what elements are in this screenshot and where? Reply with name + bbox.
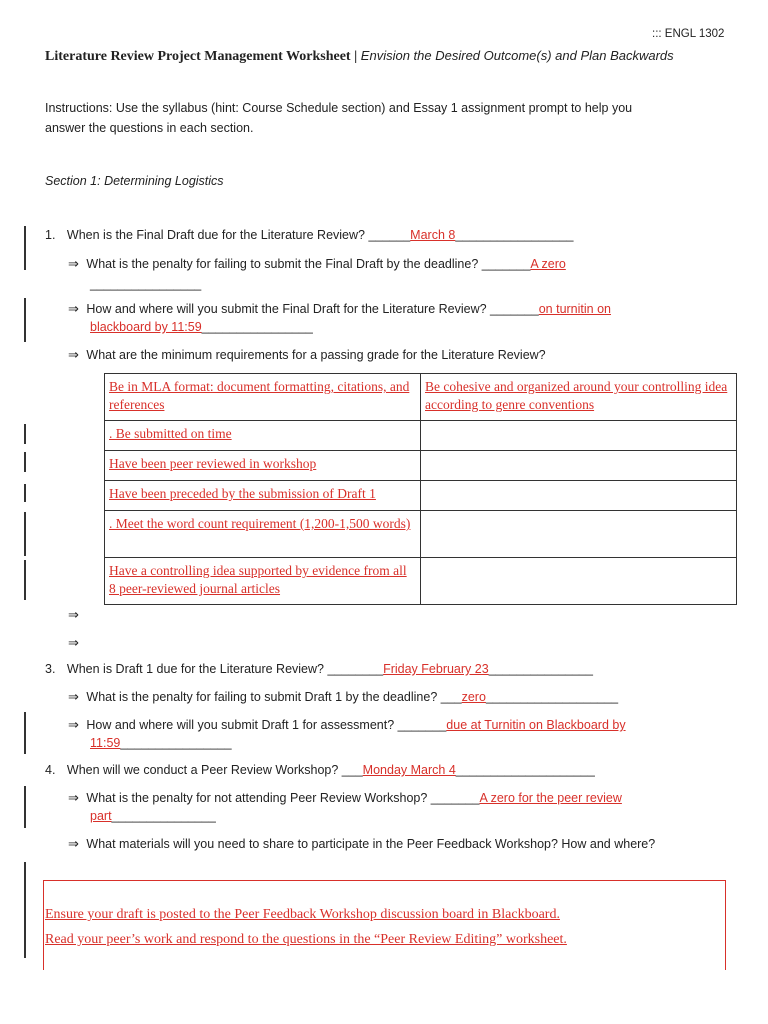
sub-question-1a [68, 256, 566, 272]
sub-question-1c [68, 347, 546, 363]
answer-continuation [90, 736, 232, 750]
answer-box-line-1: Ensure your draft is posted to the Peer Feedback Workshop discussion board in Blackboard. [45, 907, 560, 922]
table-row [105, 451, 737, 481]
sub-question-4a [68, 790, 622, 806]
answer-text[interactable]: blackboard by 11:59 [90, 320, 202, 334]
table-cell[interactable] [421, 481, 737, 511]
margin-bar [24, 786, 26, 828]
margin-bar [24, 298, 26, 342]
table-cell[interactable]: Be cohesive and organized around your controlling idea according to genre conventions [421, 374, 737, 421]
question-text: What materials will you need to share to participate in the Peer Feedback Workshop? How and where? [86, 837, 656, 851]
margin-bar [24, 560, 26, 600]
answer-blank: ___________________ [485, 690, 619, 704]
answer-text[interactable]: Monday March 4 [362, 763, 456, 777]
question-text: When is Draft 1 due for the Literature Review? ________ [66, 662, 384, 676]
answer-continuation [90, 809, 216, 823]
arrow-icon: ⇒ [68, 689, 79, 704]
question-text: What are the minimum requirements for a passing grade for the Literature Review? [86, 348, 546, 362]
table-row [105, 481, 737, 511]
margin-bar [24, 424, 26, 444]
arrow-icon: ⇒ [68, 836, 79, 851]
table-row [105, 558, 737, 605]
arrow-icon: ⇒ [68, 607, 79, 622]
question-number: 4. [45, 763, 56, 777]
answer-continuation [90, 320, 313, 334]
answer-text[interactable]: A zero [530, 257, 566, 271]
question-4 [45, 763, 595, 777]
margin-bar [24, 512, 26, 556]
question-number: 3. [45, 662, 56, 676]
answer-text[interactable]: part [90, 809, 112, 823]
table-cell[interactable]: Have a controlling idea supported by evidence from all 8 peer-reviewed journal articles [105, 558, 421, 605]
margin-bar [24, 862, 26, 958]
table-cell[interactable]: Have been peer reviewed in workshop [105, 451, 421, 481]
table-cell[interactable]: Have been preceded by the submission of Draft 1 [105, 481, 421, 511]
margin-bar [24, 226, 26, 270]
instructions-line-2: answer the questions in each section. [45, 121, 254, 135]
table-cell[interactable] [421, 421, 737, 451]
margin-bar [24, 712, 26, 754]
table-cell[interactable]: . Meet the word count requirement (1,200-1,500 words) [105, 511, 421, 558]
arrow-icon: ⇒ [68, 790, 79, 805]
answer-blank: _______________ [111, 809, 216, 823]
title-italic: Envision the Desired Outcome(s) and Plan Backwards [360, 48, 674, 63]
table-cell[interactable] [421, 451, 737, 481]
answer-blank: _______________ [488, 662, 593, 676]
margin-bar [24, 452, 26, 472]
table-cell[interactable] [421, 558, 737, 605]
question-text: What is the penalty for failing to submit Draft 1 by the deadline? ___ [86, 690, 462, 704]
answer-text[interactable]: due at Turnitin on Blackboard by [446, 718, 626, 732]
arrow-icon: ⇒ [68, 717, 79, 732]
answer-text[interactable]: A zero for the peer review [479, 791, 622, 805]
answer-box[interactable] [43, 880, 726, 970]
sub-question-1b [68, 301, 611, 317]
table-row [105, 511, 737, 558]
question-text: What is the penalty for not attending Peer Review Workshop? _______ [86, 791, 480, 805]
answer-text[interactable]: 11:59 [90, 736, 121, 750]
arrow-icon: ⇒ [68, 347, 79, 362]
answer-box-line-2: Read your peer’s work and respond to the questions in the “Peer Review Editing” worksheet. [45, 932, 567, 947]
answer-blank: ____________________ [455, 763, 595, 777]
arrow-icon: ⇒ [68, 256, 79, 271]
arrow-icon: ⇒ [68, 301, 79, 316]
answer-text[interactable]: Friday February 23 [383, 662, 489, 676]
question-text: How and where will you submit the Final Draft for the Literature Review? _______ [86, 302, 539, 316]
sub-question-3a [68, 689, 618, 705]
table-row [105, 421, 737, 451]
answer-blank: ________________ [120, 736, 232, 750]
question-number: 1. [45, 228, 56, 242]
question-1 [45, 228, 574, 242]
table-cell[interactable]: . Be submitted on time [105, 421, 421, 451]
answer-text[interactable]: March 8 [410, 228, 456, 242]
table-row [105, 374, 737, 421]
question-3 [45, 662, 593, 676]
question-text: When is the Final Draft due for the Literature Review? ______ [66, 228, 411, 242]
answer-blank: ________________ [90, 277, 202, 291]
answer-text[interactable]: on turnitin on [538, 302, 611, 316]
answer-blank: _________________ [455, 228, 574, 242]
title-bold: Literature Review Project Management Worksheet | [45, 49, 358, 64]
margin-bar [24, 484, 26, 502]
table-cell[interactable] [421, 511, 737, 558]
question-text: How and where will you submit Draft 1 for assessment? _______ [86, 718, 447, 732]
table-cell[interactable]: Be in MLA format: document formatting, citations, and references [105, 374, 421, 421]
course-tag: ::: ENGL 1302 [652, 28, 725, 40]
section-title: Section 1: Determining Logistics [45, 174, 224, 188]
sub-question-4b [68, 836, 655, 852]
question-text: When will we conduct a Peer Review Workshop? ___ [66, 763, 363, 777]
question-text: What is the penalty for failing to submit the Final Draft by the deadline? _______ [86, 257, 531, 271]
instructions-line-1: Instructions: Use the syllabus (hint: Course Schedule section) and Essay 1 assignment prompt to help you [45, 101, 633, 115]
requirements-table [104, 373, 737, 605]
arrow-icon: ⇒ [68, 635, 79, 650]
answer-blank: ________________ [201, 320, 313, 334]
answer-text[interactable]: zero [461, 690, 486, 704]
page-title [45, 48, 674, 65]
sub-question-3b [68, 717, 626, 733]
